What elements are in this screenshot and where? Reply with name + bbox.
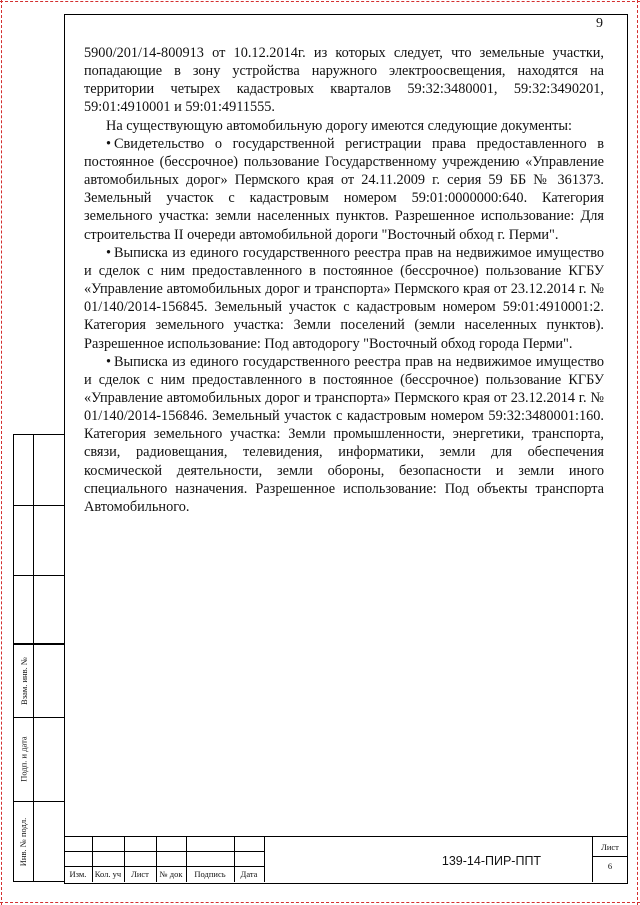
paragraph xyxy=(84,244,604,353)
col-date: Дата xyxy=(240,869,258,879)
sheet-number: 6 xyxy=(607,861,613,871)
paragraph xyxy=(84,117,604,135)
original-inventory-label: Инв. № подл. xyxy=(18,817,29,867)
paragraph-text: Выписка из единого государственного реестра прав на недвижимое имущество и сделок с ним предоставленного в постоянное (бессрочное) пользование КГБУ «Управление автомобильных дорог и транспорта» Пермского края от 23.12.2014 г. № 01/140/2014-156846. Земельный участок с кадастровым номером 59:32:3480001:160. Категория земельного участка: Земли промышленности, энергетики, транспорта, связи, радиовещания, телевидения, информатики, земли для обеспечения космической деятельности, земли обороны, безопасности и земли иного специального назначения. Разрешенное использование: Под объекты транспорта Автомобильного. xyxy=(84,353,604,515)
bullet-icon: • xyxy=(106,135,112,152)
paragraph-text: Выписка из единого государственного реестра прав на недвижимое имущество и сделок с ним предоставленного в постоянное (бессрочное) пользование КГБУ «Управление автомобильных дорог и транспорта» Пермского края от 23.12.2014 г. № 01/140/2014-156845. Земельный участок с кадастровым номером 59:01:4910001:2. Категория земельного участка: Земли поселений (земли населенных пунктов). Разрешенное использование: Под автодорогу "Восточный обход города Перми". xyxy=(84,244,604,352)
bullet-icon: • xyxy=(106,353,112,370)
cut-border-top xyxy=(0,1,640,2)
title-block xyxy=(64,836,628,882)
col-doc-number: № док xyxy=(159,869,183,879)
replaced-inventory-label: Взам. инв. № xyxy=(18,657,29,705)
page-number: 9 xyxy=(596,16,603,31)
cut-border-right xyxy=(637,0,638,905)
col-count: Кол. уч xyxy=(94,869,122,879)
paragraph xyxy=(84,135,604,244)
side-stamp-blank xyxy=(13,434,64,644)
cut-border-bottom xyxy=(0,902,640,903)
sheet-label: Лист xyxy=(601,842,619,852)
paragraph-text: 5900/201/14-800913 от 10.12.2014г. из которых следует, что земельные участки, попадающие в зону устройства наружного электроосвещения, находятся на территории четырех кадастровых кварталов 59:32:3480001, 59:32:3490201, 59:01:4910001 и 59:01:4911555. xyxy=(84,45,604,116)
paragraph-text: Свидетельство о государственной регистрации права предоставленного в постоянное (бессрочное) пользование Государственному учреждению «Управление автомобильных дорог» Пермского края от 24.11.2009 г. серия 59 ББ № 361373. Земельный участок с кадастровым номером 59:01:0000000:640. Категория земельного участка: земли населенных пунктов. Разрешенное использование: Для строительства II очереди автомобильной дороги "Восточный обход г. Перми". xyxy=(84,135,604,243)
signature-date-label: Подп. и дата xyxy=(18,736,29,782)
col-sheet: Лист xyxy=(131,869,149,879)
paragraph xyxy=(84,44,604,117)
paragraph xyxy=(84,353,604,516)
side-stamp-labels xyxy=(13,644,64,882)
document-code: 139-14-ПИР-ППТ xyxy=(441,854,542,868)
bullet-icon: • xyxy=(106,244,112,261)
col-change: Изм. xyxy=(69,869,87,879)
document-body xyxy=(84,44,604,516)
col-signature: Подпись xyxy=(194,869,226,879)
paragraph-text: На существующую автомобильную дорогу имеются следующие документы: xyxy=(106,117,572,134)
cut-border-left xyxy=(1,0,2,905)
